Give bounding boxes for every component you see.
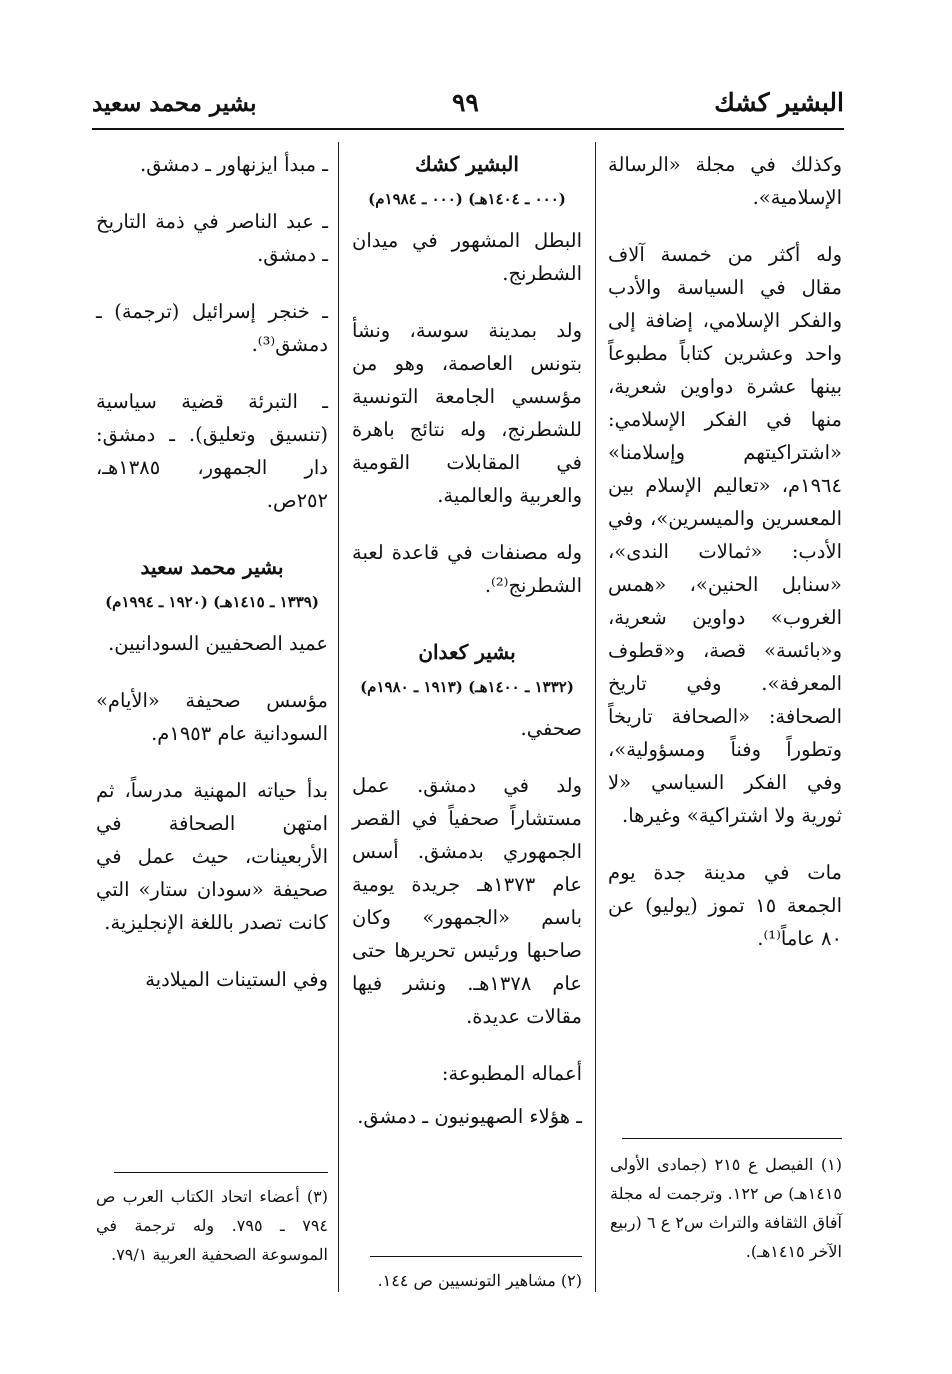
entry-dates: (١٣٣٩ ـ ١٤١٥هـ) (١٩٢٠ ـ ١٩٩٤م)	[105, 593, 319, 611]
entry-title: بشير محمد سعيد	[140, 555, 284, 579]
list-item: ـ عبد الناصر في ذمة التاريخ ـ دمشق.	[96, 210, 328, 266]
paragraph: وله أكثر من خمسة آلاف مقال في السياسة والأدب والفكر الإسلامي، إضافة إلى واحد وعشرين كتاباً مطبوعاً بينها عشرة دواوين شعرية، منها في الفكر الإسلامي: «اشتراكيتهم وإسلامنا» ١٩٦٤م، «تعاليم الإسلام بين المعسرين والميسرين»، وفي الأدب: «ثمالات الندى»، «سنابل الحنين»، «همس الغروب» دواوين شعرية، و«بائسة» قصة، و«قطوف المعرفة». وفي تاريخ الصحافة: «الصحافة تاريخاً وتطوراً وفناً ومسؤولية»، وفي الفكر السياسي «لا ثورية ولا اشتراكية» وغيرها.	[608, 243, 842, 827]
page-number: ٩٩	[452, 88, 479, 117]
paragraph: صحفي.	[520, 717, 582, 740]
footnote-rule-middle	[370, 1256, 582, 1257]
column-left	[96, 148, 328, 1020]
running-head-right: البشير كشك	[714, 88, 844, 117]
paragraph: وفي الستينات الميلادية	[145, 968, 328, 991]
paragraph: البطل المشهور في ميدان الشطرنج.	[352, 229, 582, 285]
paragraph: وكذلك في مجلة «الرسالة الإسلامية».	[608, 153, 842, 209]
paragraph: وله مصنفات في قاعدة لعبة الشطرنج⁽²⁾.	[352, 541, 582, 597]
running-head-left: بشير محمد سعيد	[92, 90, 257, 117]
entry-title: بشير كعدان	[418, 640, 516, 664]
list-item: ـ خنجر إسرائيل (ترجمة) ـ دمشق⁽³⁾.	[96, 300, 328, 356]
page-header	[92, 88, 844, 124]
footnote-rule-left	[114, 1172, 328, 1173]
paragraph: أعماله المطبوعة:	[441, 1062, 582, 1085]
footnote-middle: (٢) مشاهير التونسيين ص ١٤٤.	[377, 1271, 582, 1290]
paragraph: بدأ حياته المهنية مدرساً، ثم امتهن الصحافة في الأربعينات، حيث عمل في صحيفة «سودان ستار» التي كانت تصدر باللغة الإنجليزية.	[96, 779, 328, 934]
footnote-right: (١) الفيصل ع ٢١٥ (جمادى الأولى ١٤١٥هـ) ص ١٢٢. وترجمت له مجلة آفاق الثقافة والتراث س٢ ع ٦ (ربيع الآخر ١٤١٥هـ).	[610, 1155, 842, 1261]
entry-dates: (١٣٣٢ ـ ١٤٠٠هـ) (١٩١٣ ـ ١٩٨٠م)	[360, 678, 574, 696]
paragraph: مؤسس صحيفة «الأيام» السودانية عام ١٩٥٣م.	[96, 689, 328, 745]
paragraph: ولد بمدينة سوسة، ونشأ بتونس العاصمة، وهو من مؤسسي الجامعة التونسية للشطرنج، وله نتائج باهرة في المقابلات القومية والعربية والعالمية.	[352, 319, 582, 507]
paragraph: عميد الصحفيين السودانيين.	[108, 632, 328, 655]
paragraph: مات في مدينة جدة يوم الجمعة ١٥ تموز (يوليو) عن ٨٠ عاماً⁽¹⁾.	[608, 861, 842, 950]
column-divider-right	[595, 142, 596, 1292]
footnote-rule-right	[622, 1138, 842, 1139]
column-right	[608, 148, 842, 979]
paragraph: ولد في دمشق. عمل مستشاراً صحفياً في القصر الجمهوري بدمشق. أسس عام ١٣٧٣هـ جريدة يومية باسم «الجمهور» وكان صاحبها ورئيس تحريرها حتى عام ١٣٧٨هـ. ونشر فيها مقالات عديدة.	[352, 774, 582, 1028]
list-item: ـ مبدأ ايزنهاور ـ دمشق.	[140, 153, 328, 176]
column-middle	[352, 148, 582, 1157]
paragraph: ـ هؤلاء الصهيونيون ـ دمشق.	[357, 1105, 582, 1128]
entry-title: البشير كشك	[415, 152, 519, 176]
footnote-left: (٣) أعضاء اتحاد الكتاب العرب ص ٧٩٤ ـ ٧٩٥. وله ترجمة في الموسوعة الصحفية العربية ٧٩/١.	[96, 1187, 328, 1264]
entry-dates: (٠٠٠ ـ ١٤٠٤هـ) (٠٠٠ ـ ١٩٨٤م)	[368, 190, 566, 208]
header-rule	[92, 128, 844, 130]
list-item: ـ التبرئة قضية سياسية (تنسيق وتعليق). ـ دمشق: دار الجمهور، ١٣٨٥هـ، ٢٥٢ص.	[96, 390, 328, 512]
column-divider-left	[338, 142, 339, 1292]
